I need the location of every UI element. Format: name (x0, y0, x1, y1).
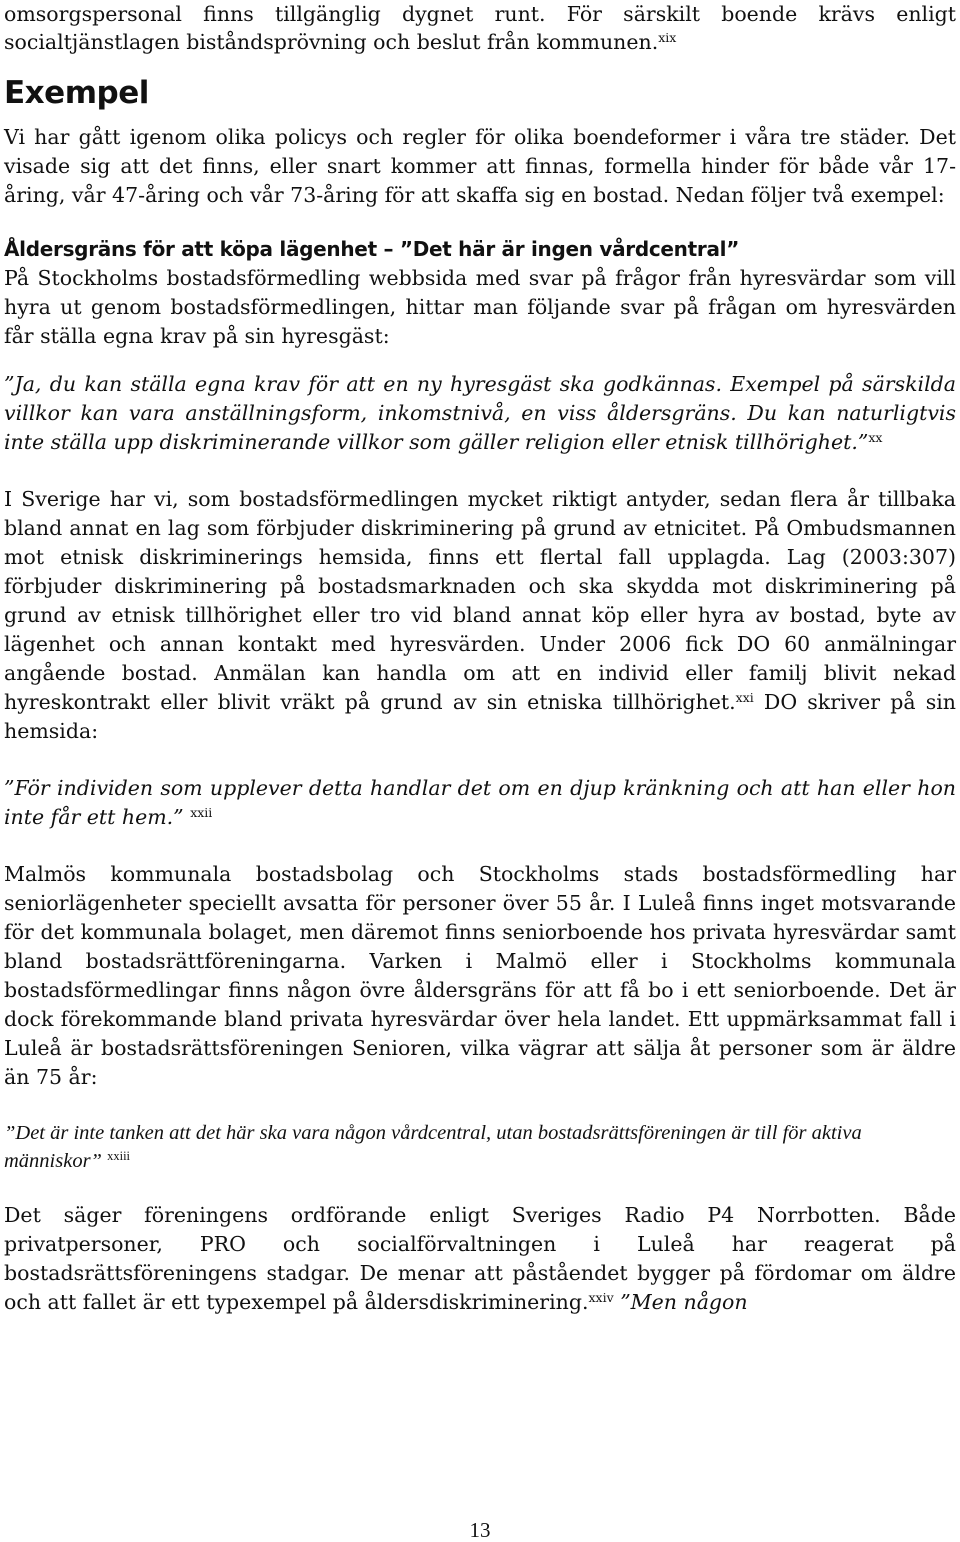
quote-bostadsformedling (4, 370, 956, 457)
footnote-ref-xix: xix (658, 30, 677, 45)
footnote-ref-xxi: xxi (735, 690, 754, 705)
quote-text: ”För individen som upplever detta handlar det om en djup kränkning och att han eller hon inte får ett hem.” (4, 776, 956, 829)
document-page (4, 0, 956, 1317)
paragraph-text: I Sverige har vi, som bostadsförmedlingen mycket riktigt antyder, sedan flera år tillbaka bland annat en lag som förbjuder diskriminering på grund av etnicitet. På Ombudsmannen mot etnisk diskriminerings hemsida, finns ett flertal fall upplagda. Lag (2003:307) förbjuder diskriminering på bostadsmarknaden och ska skydda mot diskriminering på grund av etnisk tillhörighet eller tro vid bland annat köp eller hyra av bostad, byte av lägenhet och annan kontakt med hyresvärden. Under 2006 fick DO 60 anmälningar angående bostad. Anmälan kan handla om att en individ eller familj blivit nekad hyreskontrakt eller blivit vräkt på grund av sin etniska tillhörighet. (4, 487, 956, 714)
quote-do (4, 774, 956, 832)
footnote-ref-xxiii: xxiii (107, 1149, 131, 1163)
page-number: 13 (469, 1518, 491, 1542)
paragraph-policies: Vi har gått igenom olika policys och regler för olika boendeformer i våra tre städer. Det visade sig att det finns, eller snart kommer att finnas, formella hinder för både vår 17-åring, vår 47-åring och vår 73-åring för att skaffa sig en bostad. Nedan följer två exempel: (4, 125, 956, 207)
quote-text: ”Ja, du kan ställa egna krav för att en ny hyresgäst ska godkännas. Exempel på särskilda villkor kan vara anställningsform, inkomstnivå, en viss åldersgräns. Du kan naturligtvis inte ställa upp diskriminerande villkor som gäller religion eller etnisk tillhörighet.” (4, 372, 956, 454)
quote-text: ”Det är inte tanken att det här ska vara någon vårdcentral, utan bostadsrättsföreningen är till för aktiva människor” (4, 1122, 862, 1172)
paragraph-tail-quote: ”Men någon (620, 1290, 748, 1314)
paragraph-stockholm: På Stockholms bostadsförmedling webbsida med svar på frågor från hyresvärdar som vill hyra ut genom bostadsförmedlingen, hittar man följande svar på frågan om hyresvärden får ställa egna krav på sin hyresgäst: (4, 266, 956, 348)
paragraph-radio (4, 1201, 956, 1317)
section-heading: Exempel (4, 75, 149, 111)
paragraph-tail: DO skriver på sin hemsida: (4, 690, 956, 743)
intro-paragraph (4, 0, 956, 56)
intro-text: omsorgspersonal finns tillgänglig dygnet runt. För särskilt boende krävs enligt socialtjänstlagen biståndsprövning och beslut från kommunen. (4, 2, 956, 54)
footnote-ref-xxii: xxii (190, 805, 213, 820)
paragraph-text: Det säger föreningens ordförande enligt Sveriges Radio P4 Norrbotten. Både privatpersoner, PRO och socialförvaltningen i Luleå har reagerat på bostadsrättsföreningens stadgar. De menar att påståendet bygger på fördomar om äldre och att fallet är ett typexempel på åldersdiskriminering. (4, 1203, 956, 1314)
paragraph-senior-housing: Malmös kommunala bostadsbolag och Stockholms stads bostadsförmedling har seniorlägenheter speciellt avsatta för personer över 55 år. I Luleå finns inget motsvarande för det kommunala bolaget, men däremot finns seniorboende hos privata hyresvärdar samt bland bostadsrättföreningarna. Varken i Malmö eller i Stockholms kommunala bostadsförmedlingar finns någon övre åldersgräns för att få bo i ett seniorboende. Det är dock förekommande bland privata hyresvärdar över hela landet. Ett uppmärksammat fall i Luleå är bostadsrättsföreningen Senioren, vilka vägrar att sälja åt personer som är äldre än 75 år: (4, 862, 956, 1089)
footnote-ref-xx: xx (868, 430, 883, 445)
paragraph-discrimination-law (4, 485, 956, 746)
subsection-heading: Åldersgräns för att köpa lägenhet – ”Det här är ingen vårdcentral” (4, 237, 740, 261)
quote-senioren (4, 1119, 956, 1175)
footnote-ref-xxiv: xxiv (588, 1290, 614, 1305)
